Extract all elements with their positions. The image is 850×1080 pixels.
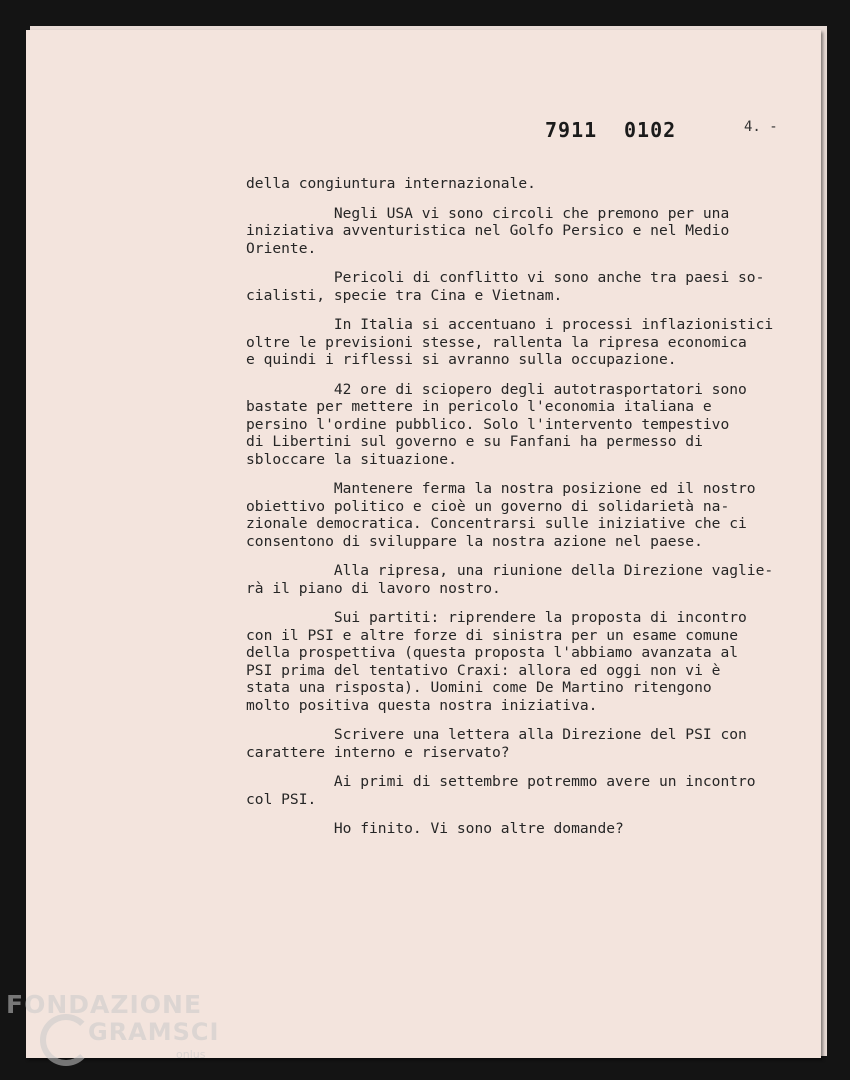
- paragraph: [246, 175, 811, 193]
- paragraph: [246, 381, 811, 469]
- text-line: Oriente.: [246, 239, 317, 257]
- text-line: Sui partiti: riprendere la proposta di incontro: [246, 609, 747, 626]
- text-line: Ho finito. Vi sono altre domande?: [246, 820, 624, 837]
- text-line: Alla ripresa, una riunione della Direzione vaglie-: [246, 562, 774, 579]
- text-line: Mantenere ferma la nostra posizione ed il nostro: [246, 480, 756, 497]
- text-line: sbloccare la situazione.: [246, 450, 457, 468]
- text-line: rà il piano di lavoro nostro.: [246, 579, 501, 597]
- fondazione-gramsci-logo: [6, 990, 236, 1070]
- paragraph: [246, 820, 811, 838]
- text-line: PSI prima del tentativo Craxi: allora ed oggi non vi è: [246, 661, 721, 679]
- text-line: 42 ore di sciopero degli autotrasportatori sono: [246, 380, 747, 398]
- paragraph-gap: [246, 550, 811, 562]
- text-line: con il PSI e altre forze di sinistra per un esame comune: [246, 626, 739, 644]
- paragraph-gap: [246, 193, 811, 205]
- paragraph: [246, 316, 811, 369]
- text-line: iniziativa avventuristica nel Golfo Persico e nel Medio: [246, 222, 730, 239]
- archive-number-2: 0102: [624, 118, 677, 142]
- text-line: In Italia si accentuano i processi inflazionistici: [246, 316, 774, 333]
- paragraph: [246, 609, 811, 714]
- text-line: e quindi i riflessi si avranno sulla occupazione.: [246, 351, 677, 368]
- paragraph-gap: [246, 468, 811, 480]
- text-line: Scrivere una lettera alla Direzione del PSI con: [246, 726, 747, 743]
- paragraph-gap: [246, 257, 811, 269]
- paragraph: [246, 269, 811, 304]
- text-line: zionale democratica. Concentrarsi sulle iniziative che ci: [246, 515, 747, 532]
- paragraph: [246, 480, 811, 550]
- text-line: consentono di sviluppare la nostra azione nel paese.: [246, 532, 703, 550]
- text-line: della congiuntura internazionale.: [246, 175, 536, 192]
- text-line: Ai primi di settembre potremmo avere un incontro: [246, 773, 756, 790]
- text-line: di Libertini sul governo e su Fanfani ha permesso di: [246, 433, 703, 450]
- paragraph: [246, 726, 811, 761]
- text-line: bastate per mettere in pericolo l'economia italiana e: [246, 398, 712, 415]
- archive-number-1: 7911: [545, 118, 598, 142]
- document-page: [26, 30, 821, 1058]
- text-line: della prospettiva (questa proposta l'abbiamo avanzata al: [246, 644, 739, 661]
- text-line: oltre le previsioni stesse, rallenta la ripresa economica: [246, 333, 747, 351]
- paragraph: [246, 773, 811, 808]
- text-line: persino l'ordine pubblico. Solo l'intervento tempestivo: [246, 415, 730, 433]
- text-line: obiettivo politico e cioè un governo di solidarietà na-: [246, 497, 730, 515]
- paragraph-gap: [246, 304, 811, 316]
- text-line: stata una risposta). Uomini come De Martino ritengono: [246, 679, 712, 696]
- text-line: Pericoli di conflitto vi sono anche tra paesi so-: [246, 269, 765, 286]
- text-line: carattere interno e riservato?: [246, 743, 510, 761]
- text-line: molto positiva questa nostra iniziativa.: [246, 696, 598, 714]
- logo-line-3: onlus: [176, 1048, 206, 1061]
- page-number: 4. -: [744, 119, 778, 135]
- text-line: col PSI.: [246, 790, 317, 808]
- paragraph: [246, 562, 811, 597]
- paragraph-gap: [246, 808, 811, 820]
- paragraph-gap: [246, 597, 811, 609]
- logo-line-2: GRAMSCI: [88, 1018, 220, 1046]
- document-body: [246, 175, 811, 838]
- logo-ring-icon: [40, 1014, 92, 1066]
- paragraph-gap: [246, 714, 811, 726]
- paragraph: [246, 205, 811, 258]
- text-line: Negli USA vi sono circoli che premono per una: [246, 204, 730, 222]
- paragraph-gap: [246, 369, 811, 381]
- text-line: cialisti, specie tra Cina e Vietnam.: [246, 286, 563, 304]
- paragraph-gap: [246, 761, 811, 773]
- logo-line-1: FONDAZIONE: [6, 990, 203, 1019]
